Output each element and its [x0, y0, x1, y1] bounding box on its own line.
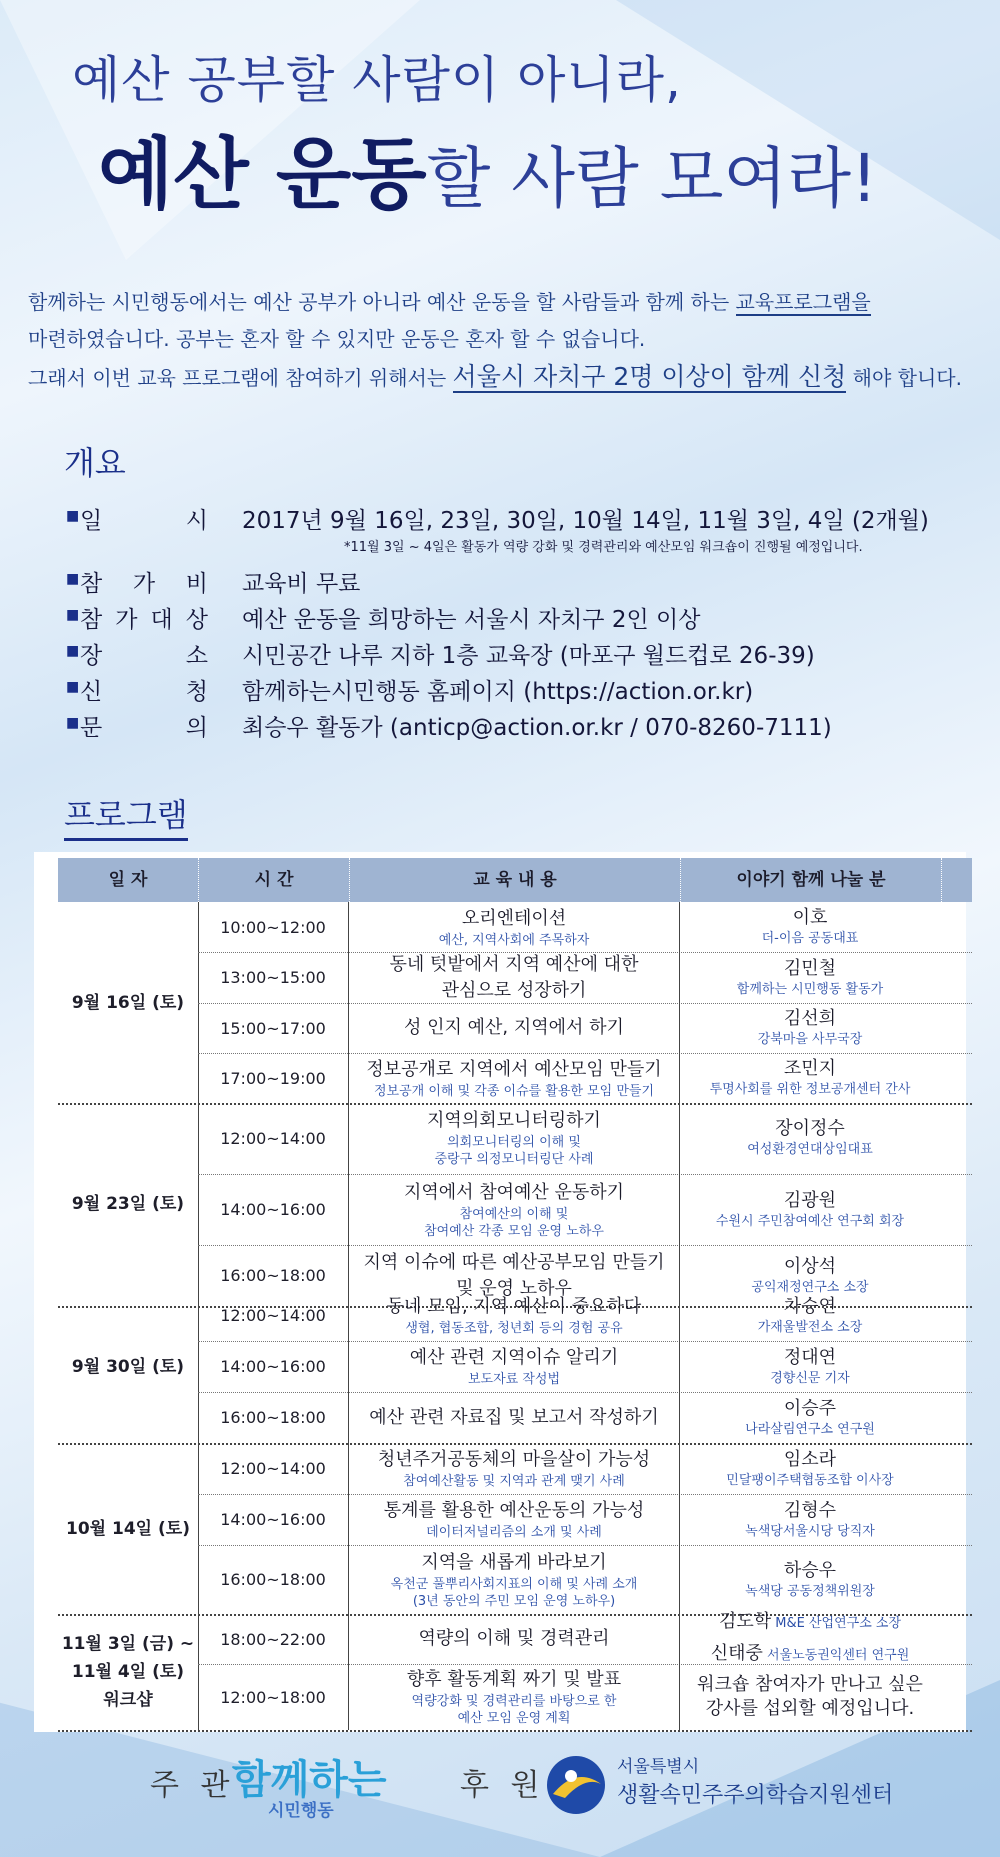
program-title: 프로그램	[64, 790, 188, 841]
table-row	[198, 1003, 972, 1054]
overview-value: 2017년 9월 16일, 23일, 30일, 10월 14일, 11월 3일, 4일 (2개월)	[242, 508, 929, 534]
session-time: 12:00~18:00	[198, 1664, 349, 1730]
session-date: 9월 23일 (토)	[58, 1102, 199, 1306]
overview-label-char: 참	[80, 571, 103, 597]
speaker-name: 임소라	[783, 1448, 837, 1470]
speaker-line	[719, 1607, 901, 1639]
sponsor-line2: 생활속민주주의학습지원센터	[617, 1783, 894, 1808]
session-time: 12:00~14:00	[198, 1290, 349, 1341]
overview-item	[66, 565, 360, 598]
session-time: 18:00~22:00	[198, 1614, 349, 1664]
session-date: 9월 16일 (토)	[58, 902, 199, 1103]
overview-label-char: 소	[185, 643, 208, 669]
overview-item	[66, 601, 700, 634]
session-time: 12:00~14:00	[198, 1443, 349, 1494]
overview-label-char: 의	[185, 715, 208, 741]
speaker-org: 함께하는 시민행동 활동가	[736, 981, 884, 997]
speaker-org: 강북마을 사무국장	[757, 1032, 863, 1047]
session-content	[349, 1341, 680, 1392]
header-time: 시 간	[199, 858, 350, 902]
speaker-org: 투명사회를 위한 정보공개센터 간사	[709, 1082, 911, 1097]
session-content	[349, 1545, 680, 1614]
session-topic: 예산 관련 지역이슈 알리기	[409, 1347, 619, 1368]
overview-title: 개요	[64, 444, 126, 482]
session-detail: 데이터저널리즘의 소개 및 사례	[426, 1525, 602, 1540]
header-content: 교 육 내 용	[350, 858, 681, 902]
overview-label-text	[80, 502, 208, 535]
overview-label-char: 비	[185, 571, 208, 597]
overview-value: 시민공간 나루 지하 1층 교육장 (마포구 월드컵로 26-39)	[242, 643, 815, 669]
table-row	[198, 1392, 972, 1443]
session-topic: 지역 이슈에 따른 예산공부모임 만들기 및 운영 노하우	[363, 1251, 665, 1299]
host-logo-sub: 시민행동	[268, 1801, 334, 1821]
overview-value: 최승우 활동가 (anticp@action.or.kr / 070-8260-7111)	[242, 715, 832, 741]
overview-label-char: 참	[80, 607, 103, 633]
overview-item	[66, 709, 832, 742]
overview-label-char: 일	[80, 508, 103, 534]
speaker-org: 녹색당서울시당 당직자	[745, 1523, 875, 1539]
table-row	[198, 1102, 972, 1175]
speaker-org: 민달팽이주택협동조합 이사장	[726, 1472, 894, 1488]
session-content	[349, 1290, 680, 1341]
session-content	[349, 1174, 680, 1245]
overview-label-text	[80, 637, 208, 670]
speaker-org: 경향신문 기자	[770, 1370, 850, 1386]
overview-label-char: 시	[185, 508, 208, 534]
header-speaker: 이야기 함께 나눌 분	[681, 858, 942, 902]
bullet-icon: ■	[66, 715, 80, 731]
table-row	[198, 1341, 972, 1393]
session-topic: 동네 모임, 지역 예산이 중요하다	[386, 1296, 642, 1317]
bullet-icon: ■	[66, 679, 80, 695]
table-row	[198, 1664, 972, 1730]
speaker-name: 장이정수	[775, 1118, 845, 1139]
session-content	[349, 1494, 680, 1545]
overview-label-char: 가	[132, 571, 156, 597]
session-detail: 참여예산의 이해 및 참여예산 각종 모임 운영 노하우	[424, 1206, 604, 1239]
speaker-name: 이호	[792, 907, 828, 928]
session-time: 16:00~18:00	[198, 1545, 349, 1614]
overview-label-text	[80, 709, 208, 742]
table-row	[198, 1053, 972, 1103]
session-content	[349, 1443, 680, 1494]
session-speaker	[680, 1443, 940, 1494]
session-time: 13:00~15:00	[198, 952, 349, 1003]
speaker-name: 김민철	[783, 957, 837, 979]
speaker-name: 워크숍 참여자가 만나고 싶은 강사를 섭외할 예정입니다.	[697, 1674, 923, 1719]
speaker-name: 이승주	[783, 1397, 837, 1419]
overview-label	[66, 637, 236, 670]
sponsor-logo-icon	[545, 1754, 607, 1816]
speaker-org: 여성환경연대상임대표	[747, 1142, 873, 1157]
overview-label-char: 장	[80, 643, 103, 669]
program-table-header	[58, 858, 972, 902]
session-time: 14:00~16:00	[198, 1174, 349, 1245]
speaker-org: M&E 산업연구소 소장	[771, 1616, 902, 1631]
headline-line1: 예산 공부할 사람이 아니라,	[72, 51, 682, 109]
session-content	[349, 1664, 680, 1730]
session-detail: 옥천군 풀뿌리사회지표의 이해 및 사례 소개 (3년 동안의 주민 모임 운영 노하우)	[390, 1576, 638, 1609]
table-row	[198, 902, 972, 953]
table-row	[198, 1174, 972, 1246]
session-time: 14:00~16:00	[198, 1494, 349, 1545]
header-date: 일 자	[58, 858, 199, 902]
session-topic: 지역에서 참여예산 운동하기	[403, 1181, 625, 1203]
session-content	[349, 1102, 680, 1174]
speaker-name: 이상석	[783, 1255, 837, 1277]
session-speaker	[680, 1053, 940, 1103]
session-speaker	[680, 1003, 940, 1053]
session-time: 16:00~18:00	[198, 1245, 349, 1306]
overview-label-char: 대	[150, 607, 173, 633]
date-group	[58, 1102, 972, 1308]
session-topic: 성 인지 예산, 지역에서 하기	[404, 1017, 624, 1038]
host-label: 주 관	[150, 1768, 236, 1803]
overview-label-char: 상	[185, 607, 208, 633]
overview-label	[66, 565, 236, 598]
speaker-name: 김도학	[718, 1611, 772, 1632]
intro-text	[28, 284, 988, 397]
host-logo: 함께하는	[232, 1757, 387, 1803]
session-content	[349, 1053, 680, 1103]
speaker-org: 서울노동권익센터 연구원	[762, 1648, 910, 1663]
speaker-name: 김형수	[783, 1499, 837, 1521]
session-topic: 향후 활동계획 짜기 및 발표	[406, 1669, 622, 1690]
speaker-name: 김광원	[783, 1189, 837, 1211]
overview-label-char: 문	[80, 715, 103, 741]
speaker-org: 수원시 주민참여예산 연구회 회장	[715, 1213, 905, 1229]
speaker-name: 차승연	[783, 1295, 837, 1317]
session-topic: 역량의 이해 및 경력관리	[418, 1628, 610, 1649]
session-time: 10:00~12:00	[198, 902, 349, 952]
session-content	[349, 1614, 680, 1664]
session-date: 11월 3일 (금) ~ 11월 4일 (토) 워크샵	[58, 1614, 199, 1730]
session-content	[349, 1003, 680, 1053]
session-topic: 지역을 새롭게 바라보기	[421, 1551, 607, 1573]
session-content	[349, 952, 680, 1003]
session-speaker	[680, 1174, 940, 1245]
session-time: 14:00~16:00	[198, 1341, 349, 1392]
session-content	[349, 1392, 680, 1443]
session-topic: 정보공개로 지역에서 예산모임 만들기	[366, 1058, 662, 1080]
headline-line2	[98, 112, 878, 224]
speaker-name: 신태중	[710, 1643, 763, 1664]
overview-label-char: 신	[80, 679, 103, 705]
overview-value: 예산 운동을 희망하는 서울시 자치구 2인 이상	[242, 607, 701, 633]
speaker-org: 나라살림연구소 연구원	[745, 1421, 875, 1437]
overview-label-char: 가	[115, 607, 138, 633]
overview-label	[66, 601, 236, 634]
intro-line2: 마련하였습니다. 공부는 혼자 할 수 있지만 운동은 혼자 할 수 없습니다.	[28, 327, 646, 351]
table-row	[198, 1611, 972, 1665]
session-detail: 의회모니터링의 이해 및 중랑구 의정모니터링단 사례	[434, 1135, 594, 1167]
sponsor-line1: 서울특별시	[617, 1757, 700, 1777]
session-detail: 역량강화 및 경력관리를 바탕으로 한 예산 모임 운영 계획	[411, 1694, 617, 1726]
overview-label-text	[80, 601, 208, 634]
speaker-name: 정대연	[783, 1346, 837, 1368]
table-row	[198, 952, 972, 1004]
bullet-icon: ■	[66, 571, 80, 587]
session-speaker	[680, 1611, 940, 1664]
date-group	[58, 1290, 972, 1445]
session-time: 16:00~18:00	[198, 1392, 349, 1443]
table-row	[198, 1290, 972, 1342]
sponsor-label: 후 원	[460, 1768, 546, 1803]
session-topic: 청년주거공동체의 마을살이 가능성	[377, 1449, 651, 1470]
overview-label	[66, 709, 236, 742]
overview-label-text	[80, 673, 208, 706]
session-speaker	[680, 1664, 940, 1730]
session-detail: 참여예산활동 및 지역과 관계 맺기 사례	[403, 1474, 625, 1489]
speaker-name: 김선희	[783, 1008, 837, 1029]
session-speaker	[680, 1392, 940, 1443]
table-row	[198, 1494, 972, 1546]
session-detail: 정보공개 이해 및 각종 이슈를 활용한 모임 만들기	[373, 1083, 655, 1099]
session-speaker	[680, 1545, 940, 1614]
speaker-org: 더-이음 공동대표	[761, 931, 859, 946]
intro-line1b: 교육프로그램을	[735, 290, 871, 314]
session-topic: 지역의회모니터링하기	[427, 1110, 601, 1131]
headline-bold: 예산 운동	[98, 130, 427, 220]
session-topic: 오리엔테이션	[461, 907, 567, 929]
headline-rest: 할 사람 모여라!	[426, 140, 878, 217]
session-speaker	[680, 1341, 940, 1392]
session-speaker	[680, 902, 940, 952]
speaker-org: 녹색당 공동정책위원장	[745, 1583, 875, 1599]
speaker-name: 하승우	[783, 1559, 837, 1581]
overview-value: 함께하는시민행동 홈페이지 (https://action.or.kr)	[242, 679, 754, 705]
session-topic: 동네 텃밭에서 지역 예산에 대한 관심으로 성장하기	[389, 953, 639, 1001]
overview-item	[66, 637, 815, 670]
session-speaker	[680, 1494, 940, 1545]
session-detail: 생협, 협동조합, 청년회 등의 경험 공유	[405, 1321, 623, 1336]
session-topic: 예산 관련 자료집 및 보고서 작성하기	[369, 1406, 659, 1428]
table-row	[198, 1443, 972, 1495]
session-time: 17:00~19:00	[198, 1053, 349, 1103]
overview-item	[66, 502, 929, 535]
intro-line3b: 해야 합니다.	[846, 366, 962, 390]
overview-value: 교육비 무료	[242, 571, 361, 597]
overview-label-text	[80, 565, 208, 598]
overview-item	[66, 673, 753, 706]
session-detail: 예산, 지역사회에 주목하자	[438, 932, 590, 948]
table-row	[198, 1545, 972, 1614]
intro-line3a: 그래서 이번 교육 프로그램에 참여하기 위해서는	[28, 366, 453, 390]
session-time: 12:00~14:00	[198, 1102, 349, 1174]
date-group	[58, 1611, 972, 1732]
overview-label	[66, 502, 236, 535]
speaker-name: 조민지	[783, 1058, 837, 1079]
speaker-org: 공익재정연구소 소장	[751, 1279, 869, 1295]
bullet-icon: ■	[66, 607, 80, 623]
overview-label	[66, 673, 236, 706]
date-group	[58, 902, 972, 1105]
intro-line1a: 함께하는 시민행동에서는 예산 공부가 아니라 예산 운동을 할 사람들과 함께 하는	[28, 290, 736, 314]
session-time: 15:00~17:00	[198, 1003, 349, 1053]
overview-label-char: 청	[185, 679, 208, 705]
session-date: 10월 14일 (토)	[58, 1443, 199, 1614]
session-speaker	[680, 1102, 940, 1174]
schedule-note: *11월 3일 ~ 4일은 활동가 역량 강화 및 경력관리와 예산모임 워크숍이 진행될 예정입니다.	[344, 540, 863, 555]
bullet-icon: ■	[66, 643, 80, 659]
session-speaker	[680, 1290, 940, 1341]
date-group	[58, 1443, 972, 1616]
session-speaker	[680, 952, 940, 1003]
intro-highlight: 서울시 자치구 2명 이상이 함께 신청	[452, 362, 847, 391]
session-date: 9월 30일 (토)	[58, 1290, 199, 1443]
session-detail: 보도자료 작성법	[467, 1372, 561, 1387]
bullet-icon: ■	[66, 508, 80, 524]
session-content	[349, 902, 680, 952]
session-topic: 통계를 활용한 예산운동의 가능성	[383, 1500, 645, 1521]
speaker-org: 가재울발전소 소장	[757, 1319, 863, 1335]
